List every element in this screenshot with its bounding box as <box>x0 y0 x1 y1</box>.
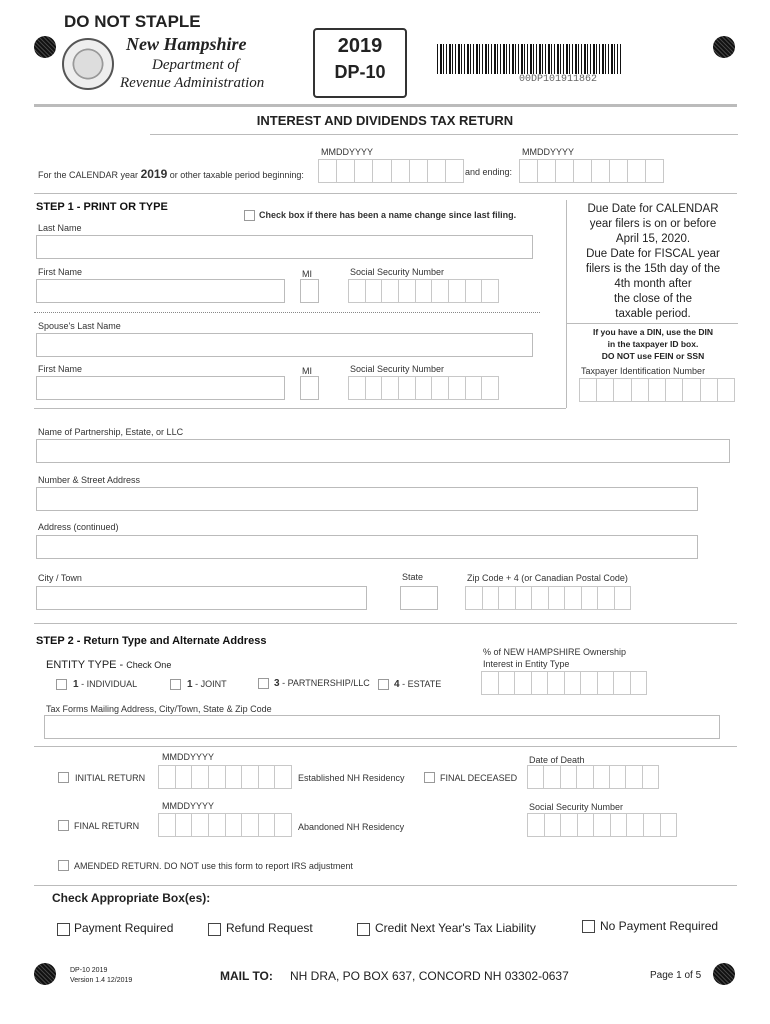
final-deceased-label: FINAL DECEASED <box>440 773 518 783</box>
city-label: City / Town <box>38 573 82 583</box>
payment-required-checkbox[interactable] <box>57 923 70 936</box>
state-label: State <box>402 572 424 582</box>
registration-mark-icon <box>713 36 735 58</box>
mailing-address-input[interactable] <box>44 715 720 739</box>
mi-label: MI <box>302 269 312 279</box>
spouse-first-name-label: First Name <box>38 364 83 374</box>
first-name-label: First Name <box>38 267 83 277</box>
taxpayer-id-label: Taxpayer Identification Number <box>581 366 706 376</box>
title-divider <box>150 134 738 135</box>
last-name-input[interactable] <box>36 235 533 259</box>
taxpayer-id-input[interactable] <box>579 378 735 402</box>
final-return-label: FINAL RETURN <box>74 821 140 831</box>
period-begin-label: For the CALENDAR year 2019 or other taxable period beginning: <box>38 167 304 181</box>
date-of-death-label: Date of Death <box>529 755 585 765</box>
no-payment-required-checkbox[interactable] <box>582 920 595 933</box>
spouse-last-name-input[interactable] <box>36 333 533 357</box>
end-date-input[interactable] <box>519 159 664 183</box>
period-divider <box>34 193 737 194</box>
din-notice: If you have a DIN, use the DIN in the taxpayer ID box. DO NOT use FEIN or SSN <box>593 327 713 361</box>
spouse-first-name-input[interactable] <box>36 376 285 400</box>
state-seal-icon <box>62 38 114 90</box>
begin-date-input[interactable] <box>318 159 464 183</box>
initial-return-label: INITIAL RETURN <box>75 773 146 783</box>
initial-date-format: MMDDYYYY <box>162 752 215 762</box>
entity-partnership-checkbox[interactable] <box>258 678 269 689</box>
page-number: Page 1 of 5 <box>650 970 702 981</box>
zip-input[interactable] <box>465 586 631 610</box>
check-boxes-heading: Check Appropriate Box(es): <box>52 891 211 905</box>
form-year: 2019 <box>337 35 383 57</box>
barcode-text: 00DP101911862 <box>519 74 598 85</box>
ownership-label-line1: % of NEW HAMPSHIRE Ownership <box>483 647 627 657</box>
initial-return-checkbox[interactable] <box>58 772 69 783</box>
credit-next-year-checkbox[interactable] <box>357 923 370 936</box>
partnership-input[interactable] <box>36 439 730 463</box>
entity-individual-checkbox[interactable] <box>56 679 67 690</box>
entity-estate-checkbox[interactable] <box>378 679 389 690</box>
step2-heading: STEP 2 - Return Type and Alternate Address <box>36 635 267 647</box>
amended-return-label: AMENDED RETURN. DO NOT use this form to report IRS adjustment <box>74 861 353 871</box>
mailing-address: NH DRA, PO BOX 637, CONCORD NH 03302-0637 <box>290 969 569 983</box>
entity-type-label: ENTITY TYPE - Check One <box>46 659 172 671</box>
name-change-label: Check box if there has been a name change since last filing. <box>259 210 517 220</box>
ownership-label-line2: Interest in Entity Type <box>483 659 570 669</box>
spouse-divider <box>34 312 540 313</box>
spouse-ssn-input[interactable] <box>348 376 499 400</box>
form-title: INTEREST AND DIVIDENDS TAX RETURN <box>256 113 514 128</box>
established-date-input[interactable] <box>158 765 292 789</box>
entity-estate-label: 4 - ESTATE <box>394 679 442 690</box>
payment-required-label: Payment Required <box>74 921 174 935</box>
state-input[interactable] <box>400 586 438 610</box>
header-divider <box>34 104 737 107</box>
entity-individual-label: 1 - INDIVIDUAL <box>73 679 138 690</box>
form-id-box <box>313 28 407 98</box>
zip-label: Zip Code + 4 (or Canadian Postal Code) <box>467 573 628 583</box>
state-name: New Hampshire <box>126 34 247 54</box>
street-label: Number & Street Address <box>38 475 141 485</box>
ssn-label: Social Security Number <box>350 267 445 277</box>
begin-date-format: MMDDYYYY <box>321 147 374 157</box>
deceased-ssn-input[interactable] <box>527 813 677 837</box>
name-change-checkbox[interactable] <box>244 210 255 221</box>
abandoned-residency-label: Abandoned NH Residency <box>298 822 405 832</box>
registration-mark-icon <box>34 36 56 58</box>
refund-request-checkbox[interactable] <box>208 923 221 936</box>
footer-version: Version 1.4 12/2019 <box>70 977 133 984</box>
department-line1: Department of <box>152 57 240 73</box>
barcode-icon <box>437 44 621 74</box>
refund-request-label: Refund Request <box>226 921 313 935</box>
end-date-format: MMDDYYYY <box>522 147 575 157</box>
period-end-label: and ending: <box>465 167 513 177</box>
registration-mark-icon <box>713 963 735 985</box>
ssn-input[interactable] <box>348 279 499 303</box>
registration-mark-icon <box>34 963 56 985</box>
mi-input[interactable] <box>300 279 319 303</box>
final-return-checkbox[interactable] <box>58 820 69 831</box>
first-name-input[interactable] <box>36 279 285 303</box>
spouse-ssn-label: Social Security Number <box>350 364 445 374</box>
mail-to-label: MAIL TO: <box>220 969 273 983</box>
address-continued-label: Address (continued) <box>38 522 119 532</box>
address-divider <box>34 623 737 624</box>
ownership-input[interactable] <box>481 671 647 695</box>
deceased-ssn-label: Social Security Number <box>529 802 624 812</box>
spouse-mi-input[interactable] <box>300 376 319 400</box>
mailing-divider <box>34 746 737 747</box>
entity-joint-label: 1 - JOINT <box>187 679 227 690</box>
din-divider <box>566 323 738 324</box>
last-name-label: Last Name <box>38 223 82 233</box>
due-date-notice: Due Date for CALENDAR year filers is on or before April 15, 2020. Due Date for FISCAL year filers is the 15th day of the 4th month after the close of the taxable period. <box>585 203 721 320</box>
due-date-panel-divider <box>566 200 567 408</box>
department-line2: Revenue Administration <box>120 75 265 91</box>
date-of-death-input[interactable] <box>527 765 659 789</box>
mailing-address-label: Tax Forms Mailing Address, City/Town, State & Zip Code <box>46 704 272 714</box>
footer-form-id: DP-10 2019 <box>70 967 108 974</box>
form-id: DP-10 <box>334 62 386 82</box>
step2-divider <box>34 885 737 886</box>
city-input[interactable] <box>36 586 367 610</box>
amended-return-checkbox[interactable] <box>58 860 69 871</box>
entity-partnership-label: 3 - PARTNERSHIP/LLC <box>274 678 370 689</box>
step1-bottom-divider <box>34 408 566 409</box>
credit-next-year-label: Credit Next Year's Tax Liability <box>375 921 536 935</box>
street-input[interactable] <box>36 487 698 511</box>
final-deceased-checkbox[interactable] <box>424 772 435 783</box>
spouse-mi-label: MI <box>302 366 312 376</box>
established-residency-label: Established NH Residency <box>298 773 405 783</box>
entity-joint-checkbox[interactable] <box>170 679 181 690</box>
partnership-label: Name of Partnership, Estate, or LLC <box>38 427 184 437</box>
abandoned-date-format: MMDDYYYY <box>162 801 215 811</box>
no-payment-required-label: No Payment Required <box>600 919 719 933</box>
step1-heading: STEP 1 - PRINT OR TYPE <box>36 201 168 213</box>
do-not-staple: DO NOT STAPLE <box>64 12 201 31</box>
address-continued-input[interactable] <box>36 535 698 559</box>
spouse-last-name-label: Spouse's Last Name <box>38 321 121 331</box>
abandoned-date-input[interactable] <box>158 813 292 837</box>
